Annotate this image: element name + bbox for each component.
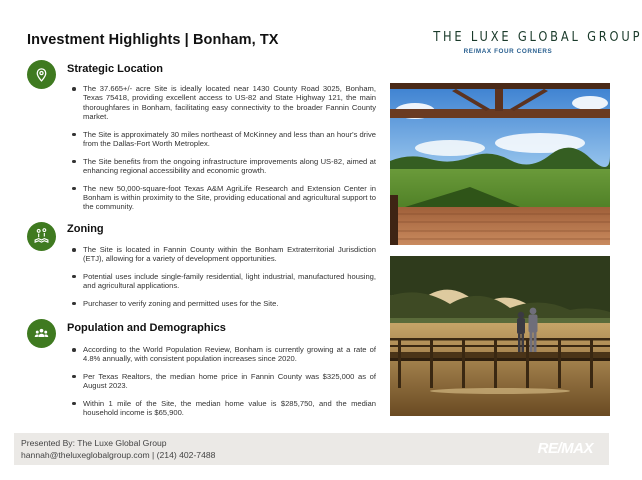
list-item: The Site is located in Fannin County within the Bonham Extraterritorial Jurisdiction (ETJ), allowing for a variety of development opportunities. [70, 245, 376, 264]
brand-name: THE LUXE GLOBAL GROUP [433, 30, 642, 45]
list-item: Potential uses include single-family residential, light industrial, manufactured housing, and agricultural applications. [70, 272, 376, 291]
list-item: The new 50,000-square-foot Texas A&M AgriLife Research and Extension Center in Bonham is within proximity to the Site, providing educational and agricultural support to the community. [70, 184, 376, 212]
section-title-zoning: Zoning [67, 223, 104, 235]
list-item: The Site is approximately 30 miles northeast of McKinney and less than an hour's drive from the Dallas-Fort Worth Metroplex. [70, 130, 376, 149]
section-title-strategic-location: Strategic Location [67, 63, 163, 75]
section-title-population: Population and Demographics [67, 322, 226, 334]
location-pin-icon [27, 60, 56, 89]
page-title: Investment Highlights | Bonham, TX [27, 32, 279, 48]
brand-logo [423, 30, 642, 55]
people-group-icon [27, 319, 56, 348]
list-item: Per Texas Realtors, the median home price in Fannin County was $325,000 as of August 2023. [70, 372, 376, 391]
footer-bar [14, 433, 609, 465]
remax-logo: RE/MAX [537, 440, 593, 457]
dock-sunset-photo [390, 256, 610, 416]
list-item: Within 1 mile of the Site, the median home value is $285,750, and the median household income is $65,900. [70, 399, 376, 418]
zoning-map-icon [27, 222, 56, 251]
list-item: The Site benefits from the ongoing infrastructure improvements along US-82, aimed at enhancing regional accessibility and economic growth. [70, 157, 376, 176]
zoning-list [70, 245, 376, 317]
footer-presented-by: Presented By: The Luxe Global Group [21, 438, 167, 448]
footer-contact: hannah@theluxeglobalgroup.com | (214) 402-7488 [21, 450, 216, 460]
brand-subtitle: RE/MAX FOUR CORNERS [463, 48, 553, 55]
porch-pasture-photo [390, 83, 610, 245]
list-item: The 37.665+/- acre Site is ideally located near 1430 County Road 3025, Bonham, Texas 75418, providing excellent access to US-82 and State Highway 121, the main thoroughfares in Bonham, facilitating easy connectivity to the broader Fannin County market. [70, 84, 376, 121]
population-list [70, 345, 376, 426]
list-item: Purchaser to verify zoning and permitted uses for the Site. [70, 299, 376, 308]
strategic-location-list [70, 84, 376, 220]
list-item: According to the World Population Review, Bonham is currently growing at a rate of 4.8% annually, with consistent population increases since 2020. [70, 345, 376, 364]
